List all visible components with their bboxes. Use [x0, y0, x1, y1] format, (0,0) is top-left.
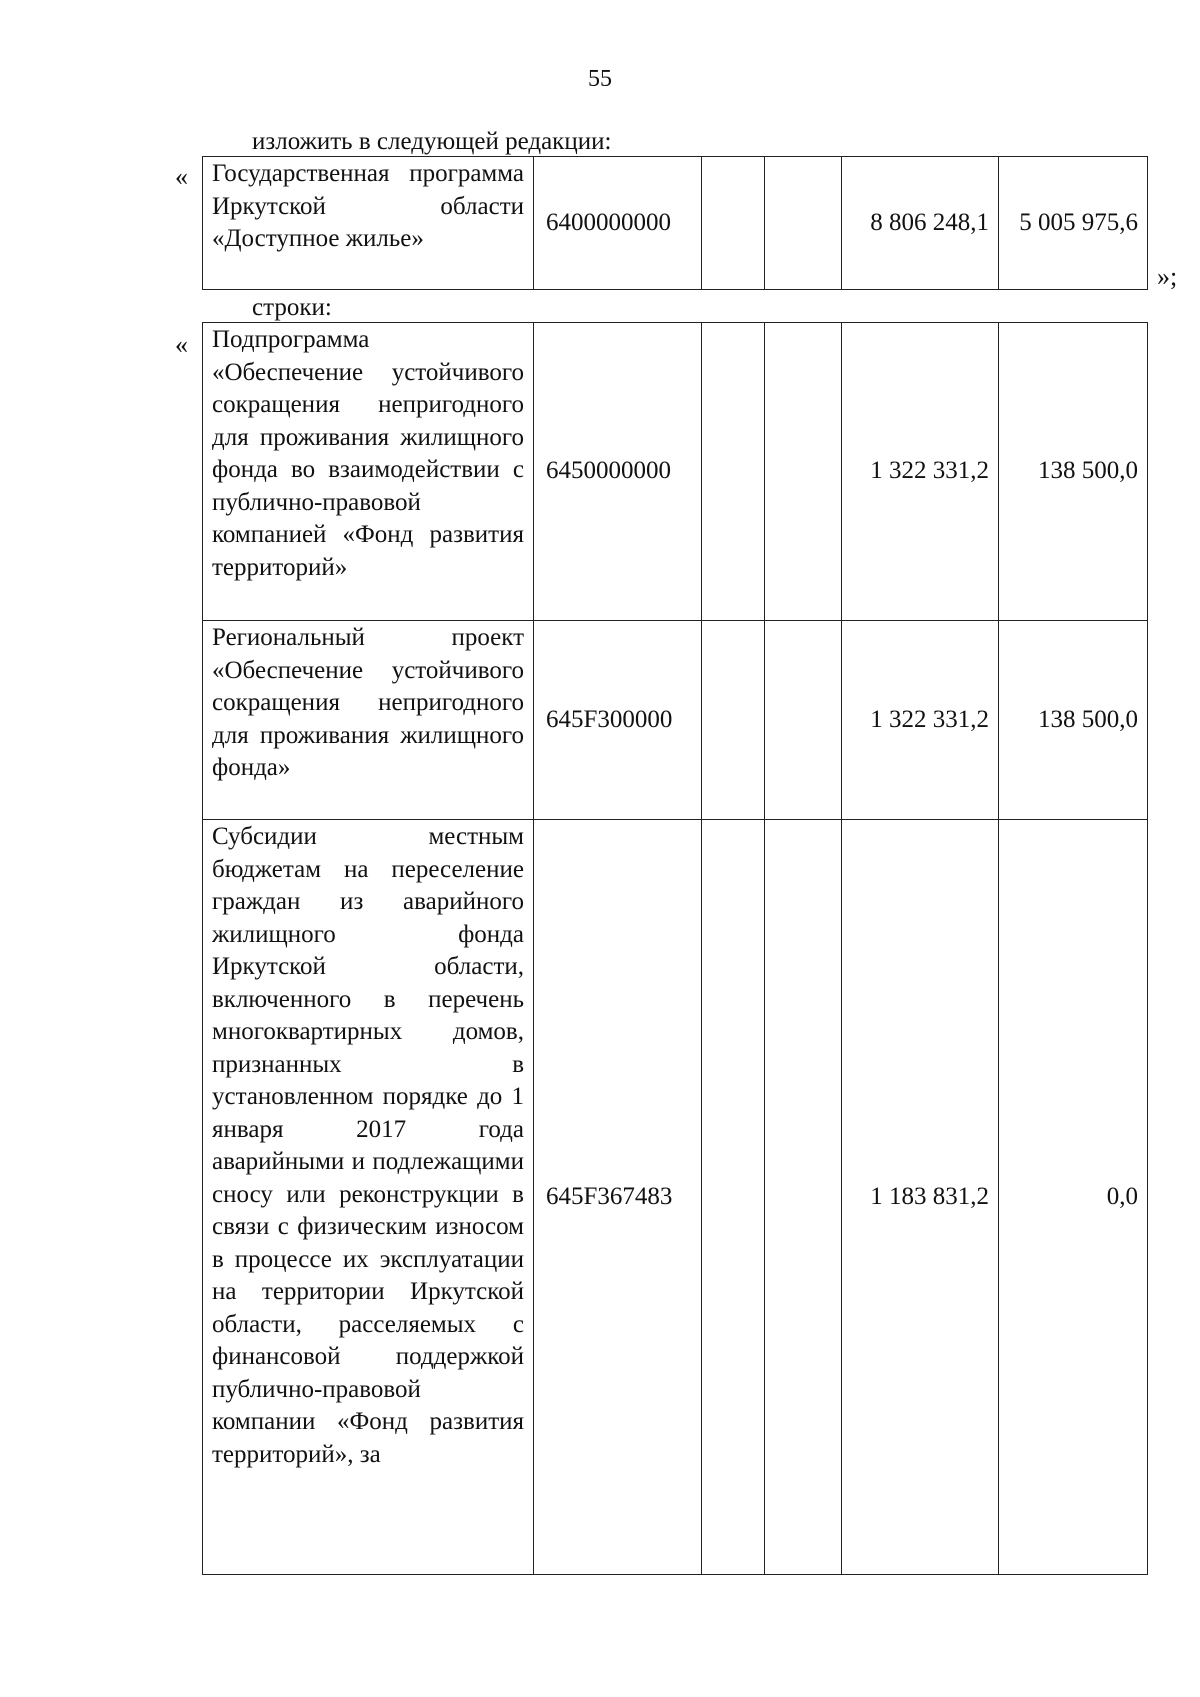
row-name: Региональный проект «Обеспечение устойчивого сокращения непригодного для проживания жилищного фонда» — [203, 621, 534, 820]
page-number: 55 — [588, 66, 612, 92]
row-empty-cell — [765, 621, 842, 820]
row-value-2: 138 500,0 — [999, 621, 1148, 820]
row-code: 6400000000 — [534, 157, 702, 290]
row-empty-cell — [765, 820, 842, 1575]
intro-text: изложить в следующей редакции: — [252, 128, 612, 155]
budget-table-subprogram — [202, 322, 1148, 1575]
row-name: Субсидии местным бюджетам на переселение граждан из аварийного жилищного фонда Иркутской области, включенного в перечень многоквартирных домов, признанных в установленном порядке до 1 января 2017 года аварийными и подлежащими сносу или реконструкции в связи с физическим износом в процессе их эксплуатации на территории Иркутской области, расселяемых с финансовой поддержкой публично-правовой компании «Фонд развития территорий», за — [203, 820, 534, 1575]
row-name: Подпрограмма «Обеспечение устойчивого сокращения непригодного для проживания жилищного фонда во взаимодействии с публично-правовой компанией «Фонд развития территорий» — [203, 323, 534, 621]
row-value-1: 1 322 331,2 — [842, 621, 999, 820]
opening-quote: « — [175, 330, 188, 359]
budget-table-program — [202, 156, 1148, 290]
row-name: Государственная программа Иркутской области «Доступное жилье» — [203, 157, 534, 290]
row-empty-cell — [702, 323, 765, 621]
table-row — [203, 157, 1148, 290]
row-value-1: 1 322 331,2 — [842, 323, 999, 621]
closing-quote: »; — [1157, 262, 1178, 291]
intro-text: строки: — [252, 294, 332, 321]
table-row — [203, 820, 1148, 1575]
row-value-1: 1 183 831,2 — [842, 820, 999, 1575]
row-value-2: 0,0 — [999, 820, 1148, 1575]
opening-quote: « — [175, 162, 188, 191]
row-code: 645F367483 — [534, 820, 702, 1575]
row-value-2: 5 005 975,6 — [999, 157, 1148, 290]
row-value-1: 8 806 248,1 — [842, 157, 999, 290]
row-empty-cell — [702, 820, 765, 1575]
row-code: 6450000000 — [534, 323, 702, 621]
row-value-2: 138 500,0 — [999, 323, 1148, 621]
row-empty-cell — [765, 323, 842, 621]
row-empty-cell — [702, 157, 765, 290]
row-empty-cell — [702, 621, 765, 820]
table-row — [203, 621, 1148, 820]
table-row — [203, 323, 1148, 621]
row-code: 645F300000 — [534, 621, 702, 820]
row-empty-cell — [765, 157, 842, 290]
